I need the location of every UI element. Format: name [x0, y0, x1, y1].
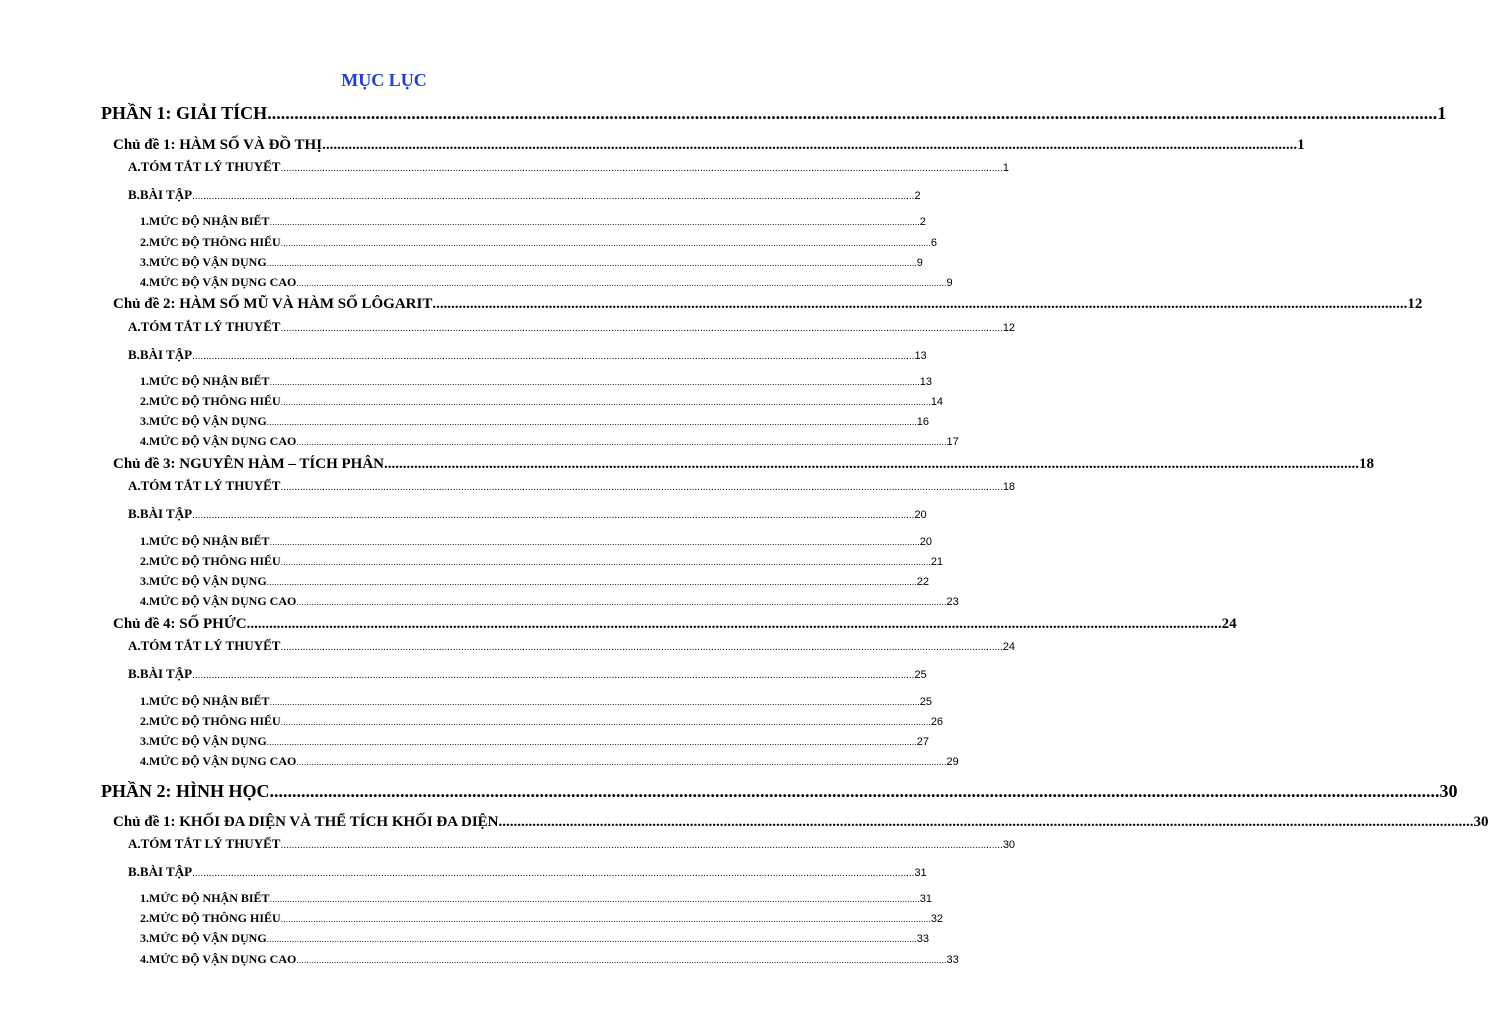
toc-entry-label: BÀI TẬP [139, 506, 193, 521]
dot-leader: .................................................................................................................................................................................................................................................................... [269, 697, 920, 707]
toc-entry-page: 20 [919, 536, 932, 548]
toc-entry-page: 24 [1221, 616, 1237, 632]
dot-leader: .................................................................................................................................................................................................................................................................... [266, 258, 917, 268]
dot-leader: .................................................................................................................................................................................................................................................................... [266, 577, 917, 587]
toc-entry-label: MỨC ĐỘ THÔNG HIỂU [149, 235, 281, 249]
toc-entry-page: 2 [919, 216, 926, 228]
toc-entry-page: 25 [919, 696, 932, 708]
toc-entry-number: B. [128, 666, 140, 681]
toc-entry-item[interactable] [140, 373, 932, 390]
toc-entry-number: 3. [140, 574, 149, 588]
toc-entry-page: 30 [1473, 814, 1489, 830]
dot-leader: .................................................................................................................................................................................................................................................................... [280, 914, 931, 924]
toc-entry-number: 2. [140, 554, 149, 568]
dot-leader: .................................................................................................................................................................................................................................................................... [280, 238, 931, 248]
toc-entry-number: B. [128, 187, 140, 202]
dot-leader: .................................................................................................................................................................................................................................................................... [192, 868, 915, 879]
toc-entry-item[interactable] [140, 910, 944, 927]
toc-entry-page: 21 [930, 556, 944, 568]
toc-entry-number: 4. [140, 434, 149, 448]
toc-entry-sec[interactable] [128, 477, 1016, 497]
toc-entry-item[interactable] [140, 274, 953, 291]
toc-entry-item[interactable] [140, 254, 923, 271]
dot-leader: .................................................................................................................................................................................................................................................................... [296, 278, 947, 288]
toc-entry-number: 1. [140, 534, 149, 548]
toc-entry-label: Chủ đề 4: SỐ PHỨC [113, 616, 247, 632]
toc-entry-label: MỨC ĐỘ THÔNG HIỂU [149, 714, 281, 728]
toc-entry-label: MỨC ĐỘ VẬN DỤNG CAO [149, 952, 297, 966]
toc-entry-label: BÀI TẬP [139, 187, 193, 202]
dot-leader: .................................................................................................................................................................................................................................................................... [192, 510, 915, 521]
toc-entry-page: 18 [1359, 456, 1374, 472]
toc-entry-label: MỨC ĐỘ THÔNG HIỂU [149, 911, 281, 925]
dot-leader: .................................................................................................................................................................................................................................................................... [322, 137, 1298, 153]
toc-entry-number: 2. [140, 714, 149, 728]
toc-entry-page: 27 [916, 736, 930, 748]
toc-entry-page: 30 [1002, 839, 1016, 851]
toc-entry-number: 2. [140, 394, 149, 408]
dot-leader: .................................................................................................................................................................................................................................................................... [280, 482, 1003, 493]
toc-entry-label: MỨC ĐỘ VẬN DỤNG [149, 414, 267, 428]
toc-entry-page: 23 [946, 596, 959, 608]
toc-entry-part[interactable] [101, 780, 1458, 802]
dot-leader: .................................................................................................................................................................................................................................................................... [266, 737, 917, 747]
toc-entry-label: TÓM TẮT LÝ THUYẾT [140, 319, 281, 334]
toc-title: MỤC LỤC [341, 70, 427, 90]
dot-leader: .................................................................................................................................................................................................................................................................... [384, 456, 1359, 472]
dot-leader: .................................................................................................................................................................................................................................................................... [296, 955, 947, 965]
toc-entry-item[interactable] [140, 713, 944, 730]
dot-leader: .................................................................................................................................................................................................................................................................... [246, 616, 1222, 632]
toc-entry-label: MỨC ĐỘ NHẬN BIẾT [149, 694, 270, 708]
toc-entry-item[interactable] [140, 593, 959, 610]
toc-entry-label: MỨC ĐỘ NHẬN BIẾT [149, 214, 270, 228]
toc-entry-page: 32 [930, 913, 944, 925]
toc-entry-topic[interactable] [113, 454, 1374, 474]
toc-entry-page: 13 [914, 350, 927, 362]
toc-entry-label: PHẦN 1: GIẢI TÍCH [101, 103, 268, 123]
toc-entry-label: MỨC ĐỘ VẬN DỤNG [149, 255, 267, 269]
toc-entry-label: Chủ đề 3: NGUYÊN HÀM – TÍCH PHÂN [113, 456, 384, 472]
toc-entry-page: 31 [919, 893, 932, 905]
dot-leader: .................................................................................................................................................................................................................................................................... [498, 814, 1474, 830]
toc-entry-page: 24 [1002, 641, 1016, 653]
toc-entry-label: TÓM TẮT LÝ THUYẾT [140, 159, 281, 174]
toc-entry-item[interactable] [140, 733, 930, 750]
toc-entry-label: TÓM TẮT LÝ THUYẾT [140, 836, 281, 851]
toc-entry-number: 4. [140, 754, 149, 768]
dot-leader: .................................................................................................................................................................................................................................................................... [296, 757, 947, 767]
toc-entry-label: BÀI TẬP [139, 347, 193, 362]
dot-leader: .................................................................................................................................................................................................................................................................... [266, 417, 917, 427]
toc-entry-item[interactable] [140, 951, 959, 968]
toc-entry-topic[interactable] [113, 135, 1305, 155]
toc-entry-number: 3. [140, 734, 149, 748]
toc-entry-item[interactable] [140, 890, 932, 907]
toc-entry-label: MỨC ĐỘ VẬN DỤNG CAO [149, 275, 297, 289]
dot-leader: .................................................................................................................................................................................................................................................................... [269, 781, 1440, 801]
dot-leader: .................................................................................................................................................................................................................................................................... [280, 642, 1003, 653]
dot-leader: .................................................................................................................................................................................................................................................................... [266, 934, 917, 944]
toc-entry-number: 4. [140, 594, 149, 608]
toc-entry-label: MỨC ĐỘ THÔNG HIỂU [149, 394, 281, 408]
toc-entry-number: 1. [140, 374, 149, 388]
toc-entry-page: 22 [916, 576, 930, 588]
toc-entry-number: A. [128, 478, 141, 493]
dot-leader: .................................................................................................................................................................................................................................................................... [280, 323, 1003, 334]
toc-entry-label: MỨC ĐỘ VẬN DỤNG [149, 931, 267, 945]
toc-entry-item[interactable] [140, 234, 937, 251]
toc-entry-label: TÓM TẮT LÝ THUYẾT [140, 478, 281, 493]
toc-entry-number: 2. [140, 911, 149, 925]
toc-entry-page: 6 [930, 237, 937, 249]
toc-entry-page: 12 [1407, 296, 1423, 312]
toc-entry-page: 13 [919, 376, 932, 388]
toc-entry-number: 4. [140, 952, 149, 966]
toc-entry-page: 29 [946, 756, 959, 768]
toc-entry-label: MỨC ĐỘ NHẬN BIẾT [149, 374, 270, 388]
toc-entry-label: MỨC ĐỘ THÔNG HIỂU [149, 554, 281, 568]
toc-entry-topic[interactable] [113, 812, 1489, 832]
toc-entry-sec[interactable] [128, 186, 921, 206]
toc-entry-page: 33 [916, 933, 930, 945]
toc-entry-label: Chủ đề 2: HÀM SỐ MŨ VÀ HÀM SỐ LÔGARIT [113, 296, 433, 312]
toc-entry-sec[interactable] [128, 637, 1016, 657]
dot-leader: .................................................................................................................................................................................................................................................................... [432, 296, 1408, 312]
toc-entry-label: MỨC ĐỘ NHẬN BIẾT [149, 534, 270, 548]
toc-entry-number: A. [128, 319, 141, 334]
toc-entry-item[interactable] [140, 553, 944, 570]
toc-entry-number: 3. [140, 414, 149, 428]
dot-leader: .................................................................................................................................................................................................................................................................... [296, 437, 947, 447]
toc-entry-item[interactable] [140, 393, 944, 410]
toc-entry-sec[interactable] [128, 863, 927, 883]
toc-entry-number: A. [128, 159, 141, 174]
dot-leader: .................................................................................................................................................................................................................................................................... [269, 894, 920, 904]
dot-leader: .................................................................................................................................................................................................................................................................... [192, 351, 915, 362]
toc-entry-page: 12 [1002, 322, 1016, 334]
toc-entry-sec[interactable] [128, 665, 927, 685]
toc-entry-number: 1. [140, 694, 149, 708]
dot-leader: .................................................................................................................................................................................................................................................................... [269, 377, 920, 387]
toc-entry-item[interactable] [140, 753, 959, 770]
toc-entry-page: 25 [914, 669, 927, 681]
toc-entry-number: 4. [140, 275, 149, 289]
dot-leader: .................................................................................................................................................................................................................................................................... [269, 537, 920, 547]
toc-entry-label: BÀI TẬP [139, 666, 193, 681]
toc-entry-page: 9 [946, 277, 953, 289]
toc-entry-number: B. [128, 864, 140, 879]
toc-entry-item[interactable] [140, 573, 930, 590]
toc-entry-sec[interactable] [128, 505, 927, 525]
toc-entry-label: Chủ đề 1: KHỐI ĐA DIỆN VÀ THỂ TÍCH KHỐI ĐA DIỆN [113, 814, 499, 830]
toc-entry-number: A. [128, 836, 141, 851]
toc-entry-sec[interactable] [128, 346, 927, 366]
toc-entry-item[interactable] [140, 693, 932, 710]
toc-entry-label: MỨC ĐỘ VẬN DỤNG CAO [149, 434, 297, 448]
dot-leader: .................................................................................................................................................................................................................................................................... [280, 557, 931, 567]
toc-entry-sec[interactable] [128, 158, 1009, 178]
dot-leader: .................................................................................................................................................................................................................................................................... [296, 597, 947, 607]
dot-leader: .................................................................................................................................................................................................................................................................... [280, 717, 931, 727]
toc-entry-label: PHẦN 2: HÌNH HỌC [101, 781, 270, 801]
dot-leader: .................................................................................................................................................................................................................................................................... [192, 191, 915, 202]
toc-entry-item[interactable] [140, 413, 930, 430]
toc-entry-label: MỨC ĐỘ VẬN DỤNG [149, 574, 267, 588]
toc-entry-page: 26 [930, 716, 944, 728]
toc-entry-page: 17 [946, 436, 959, 448]
toc-entry-number: 2. [140, 235, 149, 249]
toc-entry-item[interactable] [140, 213, 926, 230]
toc-entry-page: 1 [1297, 137, 1305, 153]
toc-entry-page: 1 [1002, 162, 1009, 174]
toc-entry-page: 1 [1437, 103, 1447, 123]
toc-entry-page: 14 [930, 396, 944, 408]
toc-entry-label: MỨC ĐỘ VẬN DỤNG CAO [149, 754, 297, 768]
toc-entry-page: 20 [914, 509, 927, 521]
toc-entry-number: 3. [140, 931, 149, 945]
dot-leader: .................................................................................................................................................................................................................................................................... [267, 103, 1438, 123]
toc-entry-item[interactable] [140, 533, 932, 550]
dot-leader: .................................................................................................................................................................................................................................................................... [280, 163, 1003, 174]
toc-entry-label: MỨC ĐỘ VẬN DỤNG [149, 734, 267, 748]
toc-entry-page: 31 [914, 867, 927, 879]
toc-entry-page: 33 [946, 954, 959, 966]
toc-entry-topic[interactable] [113, 294, 1423, 314]
dot-leader: .................................................................................................................................................................................................................................................................... [280, 397, 931, 407]
toc-entry-number: B. [128, 506, 140, 521]
toc-entry-page: 2 [914, 190, 921, 202]
toc-entry-number: 3. [140, 255, 149, 269]
toc-entry-page: 18 [1002, 481, 1016, 493]
toc-entry-label: Chủ đề 1: HÀM SỐ VÀ ĐỒ THỊ [113, 137, 323, 153]
toc-entry-page: 16 [916, 416, 930, 428]
toc-entry-label: TÓM TẮT LÝ THUYẾT [140, 638, 281, 653]
toc-entry-number: 1. [140, 891, 149, 905]
dot-leader: .................................................................................................................................................................................................................................................................... [280, 840, 1003, 851]
dot-leader: .................................................................................................................................................................................................................................................................... [269, 217, 920, 227]
toc-entry-label: MỨC ĐỘ VẬN DỤNG CAO [149, 594, 297, 608]
toc-entry-topic[interactable] [113, 614, 1237, 634]
toc-entry-label: BÀI TẬP [139, 864, 193, 879]
toc-entry-number: B. [128, 347, 140, 362]
toc-entry-number: A. [128, 638, 141, 653]
toc-entry-item[interactable] [140, 433, 959, 450]
dot-leader: .................................................................................................................................................................................................................................................................... [192, 670, 915, 681]
toc-entry-label: MỨC ĐỘ NHẬN BIẾT [149, 891, 270, 905]
toc-entry-item[interactable] [140, 930, 930, 947]
toc-entry-part[interactable] [101, 102, 1447, 124]
toc-entry-number: 1. [140, 214, 149, 228]
toc-entry-page: 9 [916, 257, 923, 269]
toc-entry-sec[interactable] [128, 318, 1016, 338]
toc-entry-page: 30 [1439, 781, 1458, 801]
toc-entry-sec[interactable] [128, 835, 1016, 855]
